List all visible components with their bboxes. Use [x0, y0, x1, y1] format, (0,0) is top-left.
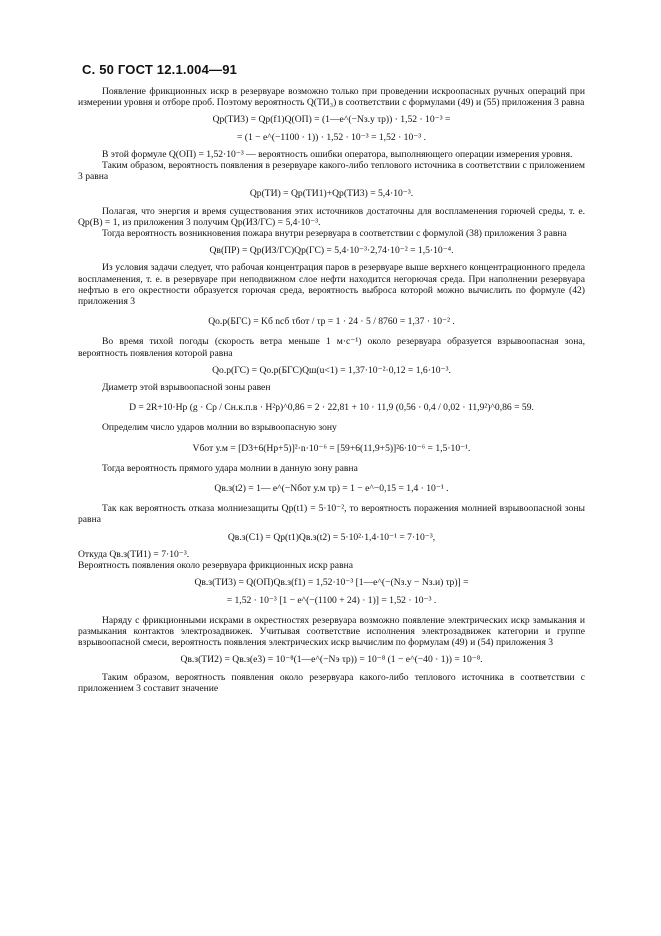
formula-8: Qв.з(t2) = 1— e^(−Nбот у.м τр) = 1 − e^−0,15 = 1,4 · 10⁻¹ . [214, 483, 449, 495]
formula-7: Vбот у.м = [D3+6(Hр+5)]²·n·10⁻⁶ = [59+6(11,9+5)]²6·10⁻⁶ = 1,5·10⁻¹. [192, 442, 471, 454]
paragraph-14: Наряду с фрикционными искрами в окрестностях резервуара возможно появление электрических искр замыкания и размыкания контактов электрозадвижек. Учитывая соответствие исполнения электрозадвижек категории и группе взрывоопасной смеси, вероятность появления электрических искр вычислим по формулам (49) и (54) приложения 3 [78, 614, 585, 649]
paragraph-8: Диаметр этой взрывоопасной зоны равен [102, 382, 271, 394]
formula-3: Qв(ПР) = Qр(ИЗ/ГС)Qр(ГС) = 5,4·10⁻³·2,74·10⁻² = 1,5·10⁻⁴. [209, 245, 454, 257]
paragraph-2: В этой формуле Q(ОП) = 1,52·10⁻³ — вероятность ошибки оператора, выполняющего операции измерения уровня. [102, 148, 573, 160]
paragraph-5: Тогда вероятность возникновения пожара внутри резервуара в соответствии с формулой (38) приложения 3 равна [102, 228, 567, 240]
formula-5: Qо.р(ГС) = Qо.р(БГС)Qш(u<1) = 1,37·10⁻²·0,12 = 1,6·10⁻³. [212, 364, 451, 376]
formula-10a: Qв.з(ТИ3) = Q(ОП)Qв.з(f1) = 1,52·10⁻³ [1—e^(−(Nз.у − Nз.и) τр)] = [194, 577, 469, 589]
formula-4: Qо.р(БГС) = Kб nсб τбот / τр = 1 · 24 · 5 / 8760 = 1,37 · 10⁻² . [208, 316, 455, 328]
formula-11: Qв.з(ТИ2) = Qв.з(e3) = 10⁻⁸(1—e^(−Nэ τр)) = 10⁻⁸ (1 − e^(−40 · 1)) = 10⁻⁸. [180, 654, 483, 666]
formula-6: D = 2R+10·Hр (g · Cр / Cн.к.п.в · H²р)^0,86 = 2 · 22,81 + 10 · 11,9 (0,56 · 0,4 / 0,02 · 11,9²)^0,86 = 59. [129, 402, 534, 414]
formula-9: Qв.з(C1) = Qр(t1)Qв.з(t2) = 5·10²·1,4·10⁻¹ = 7·10⁻³, [227, 531, 436, 543]
paragraph-12: Откуда Qв.з(ТИ1) = 7·10⁻³. [78, 548, 190, 560]
formula-1b: = (1 − e^(−1100 · 1)) · 1,52 · 10⁻³ = 1,52 · 10⁻³ . [236, 131, 426, 143]
paragraph-1: Появление фрикционных искр в резервуаре возможно только при проведении искроопасных ручных операций при измерении уровня и отборе проб. Поэтому вероятность Q(ТИ₃) в соответствии с формулами (49) и (55) приложения 3 равна [78, 86, 585, 109]
paragraph-7: Во время тихой погоды (скорость ветра меньше 1 м·с⁻¹) около резервуара образуется взрывоопасная зона, вероятность появления которой равна [78, 336, 585, 359]
formula-1a: Qр(ТИ3) = Qр(f1)Q(ОП) = (1—e^(−Nз.у τр)) · 1,52 · 10⁻³ = [212, 114, 451, 126]
paragraph-15: Таким образом, вероятность появления около резервуара какого-либо теплового источника в соответствии с приложением 3 составит значение [78, 671, 585, 694]
paragraph-9: Определим число ударов молнии во взрывоопасную зону [102, 422, 337, 434]
formula-2: Qр(ТИ) = Qр(ТИ1)+Qр(ТИ3) = 5,4·10⁻³. [249, 188, 414, 200]
paragraph-4: Полагая, что энергия и время существования этих источников достаточны для воспламенения горючей среды, т. е. Qр(В) = 1, из приложения 3 получим Qр(ИЗ/ГС) = 5,4·10⁻³. [78, 205, 585, 228]
paragraph-6: Из условия задачи следует, что рабочая концентрация паров в резервуаре выше верхнего концентрационного предела воспламенения, т. е. в резервуаре при неподвижном слое нефти находится негорючая среда. При наполнении резервуара нефтью в его окрестности образуется горючая среда, вероятность выброса которой можно вычислить по формуле (42) приложения 3 [78, 262, 585, 308]
page-header: С. 50 ГОСТ 12.1.004—91 [82, 62, 238, 77]
document-body [78, 86, 585, 694]
paragraph-13: Вероятность появления около резервуара фрикционных искр равна [78, 560, 353, 572]
formula-10b: = 1,52 · 10⁻³ [1 − e^(−(1100 + 24) · 1)] = 1,52 · 10⁻³ . [226, 594, 437, 606]
paragraph-11: Так как вероятность отказа молниезащиты Qр(t1) = 5·10⁻², то вероятность поражения молнией взрывоопасной зоны равна [78, 503, 585, 526]
paragraph-10: Тогда вероятность прямого удара молнии в данную зону равна [102, 462, 358, 474]
paragraph-3: Таким образом, вероятность появления в резервуаре какого-либо теплового источника в соответствии с приложением 3 равна [78, 160, 585, 183]
